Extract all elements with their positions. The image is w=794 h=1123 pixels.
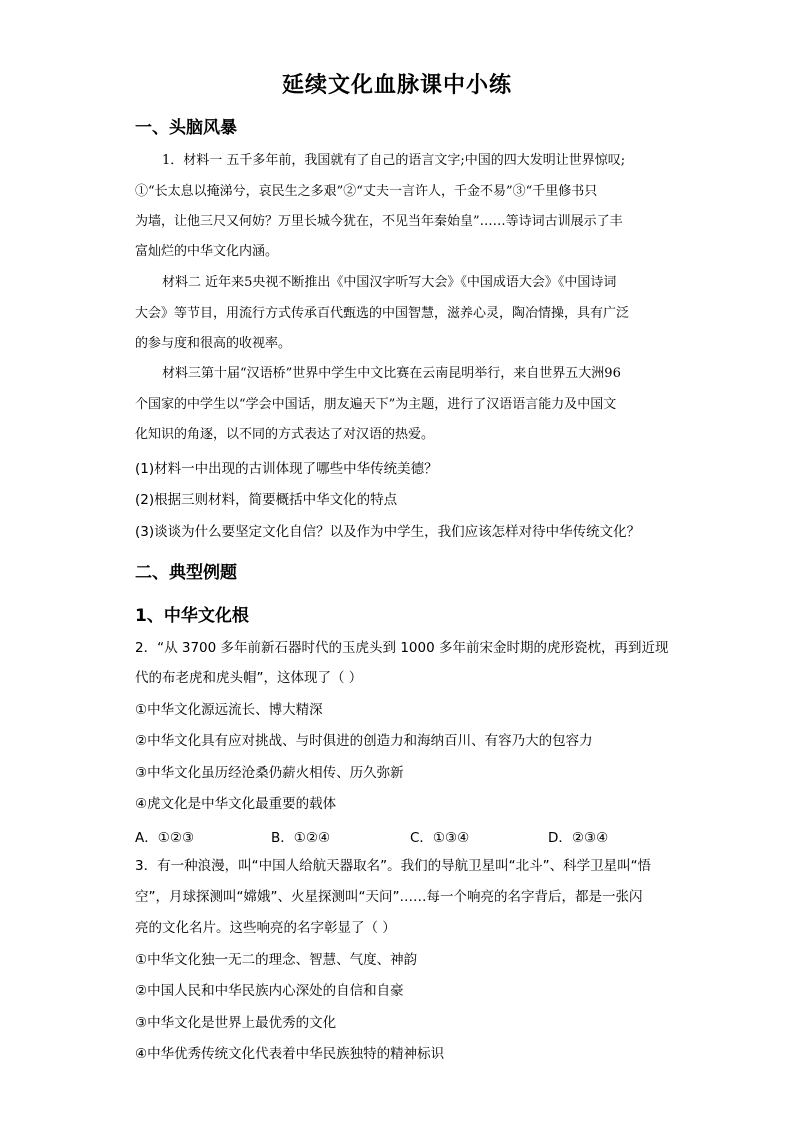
q1-line-10: 化知识的角逐，以不同的方式表达了对汉语的热爱。	[135, 427, 435, 442]
q1-sub-question-1: (1)材料一中出现的古训体现了哪些中华传统美德？	[135, 461, 438, 477]
q3-item-4: ④中华优秀传统文化代表着中华民族独特的精神标识	[135, 1046, 445, 1062]
section-heading-examples: 二、典型例题	[135, 563, 237, 583]
q2-option-a[interactable]: A．①②③	[135, 830, 195, 846]
q1-line-7: 的参与度和很高的收视率。	[135, 336, 292, 351]
q3-line-3: 亮的文化名片。这些响亮的名字彰显了（ ）	[135, 920, 396, 936]
q2-option-c[interactable]: C．①③④	[410, 830, 470, 846]
q1-line-1: 1．材料一 五千多年前，我国就有了自己的语言文字;中国的四大发明让世界惊叹;	[162, 153, 626, 168]
q3-item-1: ①中华文化独一无二的理念、智慧、气度、神韵	[135, 952, 418, 968]
q1-line-4: 富灿烂的中华文化内涵。	[135, 244, 279, 259]
q2-option-d[interactable]: D．②③④	[548, 830, 609, 846]
q3-item-3: ③中华文化是世界上最优秀的文化	[135, 1015, 337, 1031]
q1-line-9: 个国家的中学生以“学会中国话，朋友遍天下”为主题，进行了汉语语言能力及中国文	[135, 397, 617, 412]
q1-line-6: 大会》等节目，用流行方式传承百代甄选的中国智慧，滋养心灵，陶冶情操，具有广泛	[135, 306, 630, 321]
q1-sub-question-3: (3)谈谈为什么要坚定文化自信？以及作为中学生，我们应该怎样对待中华传统文化？	[135, 524, 641, 540]
q2-item-2: ②中华文化具有应对挑战、与时俱进的创造力和海纳百川、有容乃大的包容力	[135, 733, 593, 749]
q2-item-3: ③中华文化虽历经沧桑仍薪火相传、历久弥新	[135, 765, 404, 781]
q3-line-2: 空”，月球探测叫“嫦娥”、火星探测叫“天问”……每一个响亮的名字背后，都是一张闪	[135, 889, 643, 905]
q1-line-2: ①“长太息以掩涕兮，哀民生之多艰”②“丈夫一言许人，千金不易”③“千里修书只	[135, 184, 598, 199]
section-heading-brainstorm: 一、头脑风暴	[135, 118, 237, 138]
q1-line-3: 为墙，让他三尺又何妨？万里长城今犹在，不见当年秦始皇”……等诗词古训展示了丰	[135, 214, 623, 229]
q2-option-b[interactable]: B．①②④	[271, 830, 331, 846]
q1-sub-question-2: (2)根据三则材料，简要概括中华文化的特点	[135, 492, 398, 508]
q1-line-8: 材料三第十届“汉语桥”世界中学生中文比赛在云南昆明举行，来自世界五大洲96	[162, 366, 621, 381]
q3-item-2: ②中国人民和中华民族内心深处的自信和自豪	[135, 983, 404, 999]
subsection-heading-chinese-culture: 1、中华文化根	[135, 606, 249, 626]
q2-options	[135, 826, 655, 846]
q2-item-4: ④虎文化是中华文化最重要的载体	[135, 796, 337, 812]
page-title: 延续文化血脉课中小练	[281, 73, 512, 98]
q2-item-1: ①中华文化源远流长、博大精深	[135, 702, 323, 718]
q3-line-1: 3．有一种浪漫，叫“中国人给航天器取名”。我们的导航卫星叫“北斗”、科学卫星叫“悟	[135, 858, 652, 874]
q2-line-1: 2．“从 3700 多年前新石器时代的玉虎头到 1000 多年前宋金时期的虎形瓷枕，再到近现	[135, 640, 669, 656]
q2-line-2: 代的布老虎和虎头帽”，这体现了（ ）	[135, 670, 363, 686]
q1-line-5: 材料二 近年来5央视不断推出《中国汉字听写大会》《中国成语大会》《中国诗词	[162, 275, 617, 290]
